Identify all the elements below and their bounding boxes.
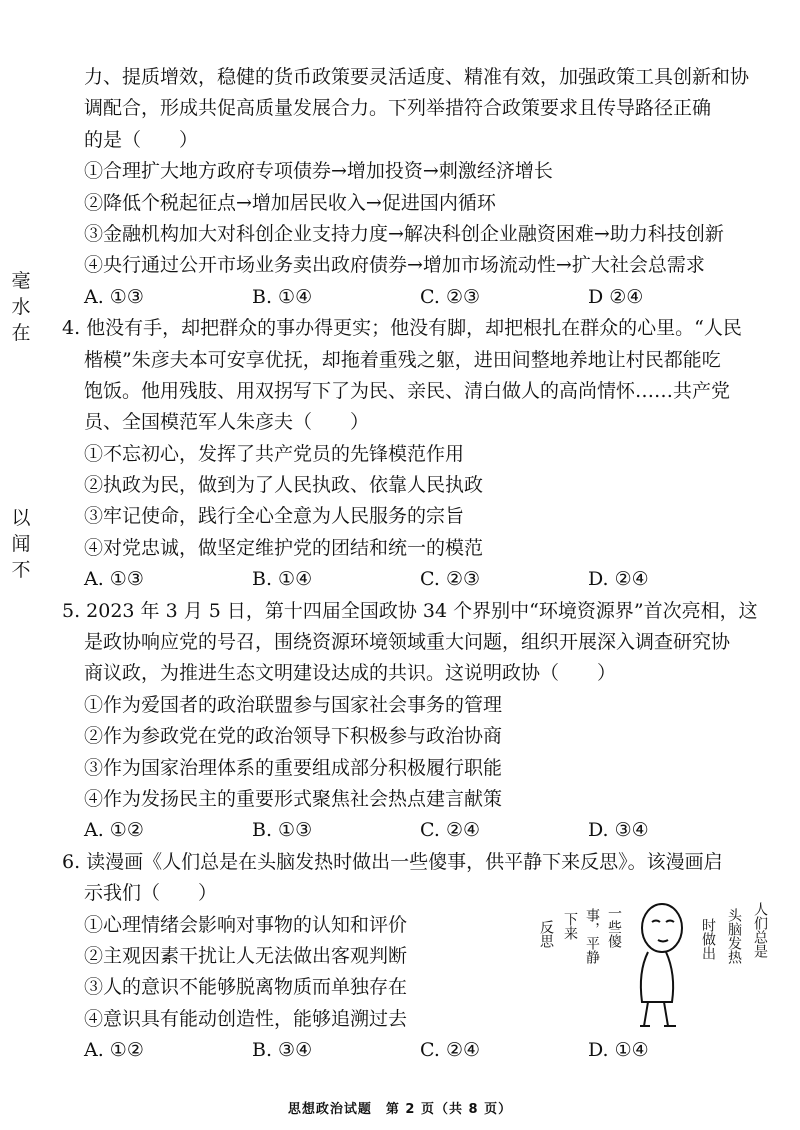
option-b: B. ③④ <box>252 1039 313 1062</box>
statement: ④作为发扬民主的重要形式聚焦社会热点建言献策 <box>84 787 503 810</box>
option-d: D. ②④ <box>588 568 649 591</box>
margin-note-middle <box>8 505 34 583</box>
cartoon-caption-column: 头脑发热 <box>726 908 742 964</box>
question-stem: 员、全国模范军人朱彦夫（ ） <box>84 411 370 434</box>
margin-char: 不 <box>11 559 31 581</box>
statement: ②主观因素干扰让人无法做出客观判断 <box>84 944 408 967</box>
option-d: D ②④ <box>588 285 644 308</box>
question-stem: 示我们（ ） <box>84 882 218 905</box>
figure-legs <box>644 1002 668 1026</box>
margin-char: 水 <box>11 296 31 318</box>
statement: ③人的意识不能够脱离物质而单独存在 <box>84 976 408 999</box>
cartoon-caption-column: 人们总是 <box>752 902 768 958</box>
text-line: 力、提质增效，稳健的货币政策要灵活适度、精准有效，加强政策工具创新和协 <box>84 66 750 88</box>
text-line: 调配合，形成共促高质量发展合力。下列举措符合政策要求且传导路径正确 <box>84 97 712 120</box>
cartoon-figure <box>640 904 682 1026</box>
statement: ③牢记使命，践行全心全意为人民服务的宗旨 <box>84 505 465 528</box>
figure-head <box>642 904 682 952</box>
answer-options <box>84 815 784 846</box>
statement: ②降低个税起征点→增加居民收入→促进国内循环 <box>84 191 496 214</box>
statement: ①作为爱国者的政治联盟参与国家社会事务的管理 <box>84 693 503 716</box>
statement: ①不忘初心，发挥了共产党员的先锋模范作用 <box>84 442 465 465</box>
question-4 <box>62 313 784 596</box>
figure-body <box>641 952 673 1002</box>
option-d: D. ③④ <box>588 819 649 842</box>
margin-char: 闻 <box>11 533 31 555</box>
question-3-items <box>84 156 784 313</box>
option-b: B. ①④ <box>252 285 313 308</box>
statement: ②作为参政党在党的政治领导下积极参与政治协商 <box>84 725 503 748</box>
cartoon-caption-column: 反思 <box>538 920 554 948</box>
statement: ③金融机构加大对科创企业支持力度→解决科创企业融资困难→助力科技创新 <box>84 222 724 245</box>
question-5 <box>62 596 784 847</box>
cartoon-caption <box>538 902 768 965</box>
option-a: A. ①③ <box>84 568 144 591</box>
question-stem: 6. 读漫画《人们总是在头脑发热时做出一些傻事，供平静下来反思》。该漫画启 <box>62 850 723 873</box>
margin-char: 在 <box>11 322 31 344</box>
cartoon-caption-column: 一些傻 <box>606 906 622 948</box>
margin-note-top <box>8 268 34 346</box>
option-d: D. ①④ <box>588 1039 649 1062</box>
statement: ④意识具有能动创造性，能够追溯过去 <box>84 1007 408 1030</box>
statement: ③作为国家治理体系的重要组成部分积极履行职能 <box>84 756 503 779</box>
cartoon-illustration <box>540 900 780 1030</box>
cartoon-caption-column: 时做出 <box>700 918 716 960</box>
question-stem: 楷模”朱彦夫本可安享优抚，却拖着重残之躯，进田间整地养地让村民都能吃 <box>84 348 721 371</box>
option-c: C. ②④ <box>420 819 481 842</box>
question-stem: 5. 2023 年 3 月 5 日，第十四届全国政协 34 个界别中“环境资源界”首次亮相，这 <box>62 599 758 622</box>
margin-char: 以 <box>11 507 31 529</box>
statement: ②执政为民，做到为了人民执政、依靠人民执政 <box>84 474 484 497</box>
question-stem: 是政协响应党的号召，围绕资源环境领域重大问题，组织开展深入调查研究协 <box>84 631 731 654</box>
option-c: C. ②③ <box>420 568 481 591</box>
option-a: A. ①② <box>84 819 144 842</box>
cartoon-caption-column: 下来 <box>562 912 578 940</box>
question-stem: 4. 他没有手，却把群众的事办得更实；他没有脚，却把根扎在群众的心里。“人民 <box>62 317 742 340</box>
option-a: A. ①③ <box>84 285 144 308</box>
question-stem: 商议政，为推进生态文明建设达成的共识。这说明政协（ ） <box>84 662 617 685</box>
cartoon-caption-column: 事，平静 <box>584 908 600 964</box>
answer-options <box>84 282 784 313</box>
page-footer: 思想政治试题 第 2 页（共 8 页） <box>287 1102 513 1117</box>
figure-eyes <box>652 921 674 923</box>
statement: ①心理情绪会影响对事物的认知和评价 <box>84 913 408 936</box>
option-c: C. ②④ <box>420 1039 481 1062</box>
option-a: A. ①② <box>84 1039 144 1062</box>
statement: ①合理扩大地方政府专项债券→增加投资→刺激经济增长 <box>84 160 553 183</box>
answer-options <box>84 1035 784 1066</box>
figure-mouth <box>658 940 668 942</box>
answer-options <box>84 564 784 595</box>
option-b: B. ①③ <box>252 819 313 842</box>
margin-char: 毫 <box>11 270 31 292</box>
option-b: B. ①④ <box>252 568 313 591</box>
statement: ④对党忠诚，做坚定维护党的团结和统一的模范 <box>84 536 484 559</box>
text-line: 的是（ ） <box>84 128 199 151</box>
option-c: C. ②③ <box>420 285 481 308</box>
statement: ④央行通过公开市场业务卖出政府债券→增加市场流动性→扩大社会总需求 <box>84 254 705 277</box>
question-stem: 饱饭。他用残肢、用双拐写下了为民、亲民、清白做人的高尚情怀……共产党 <box>84 379 731 402</box>
